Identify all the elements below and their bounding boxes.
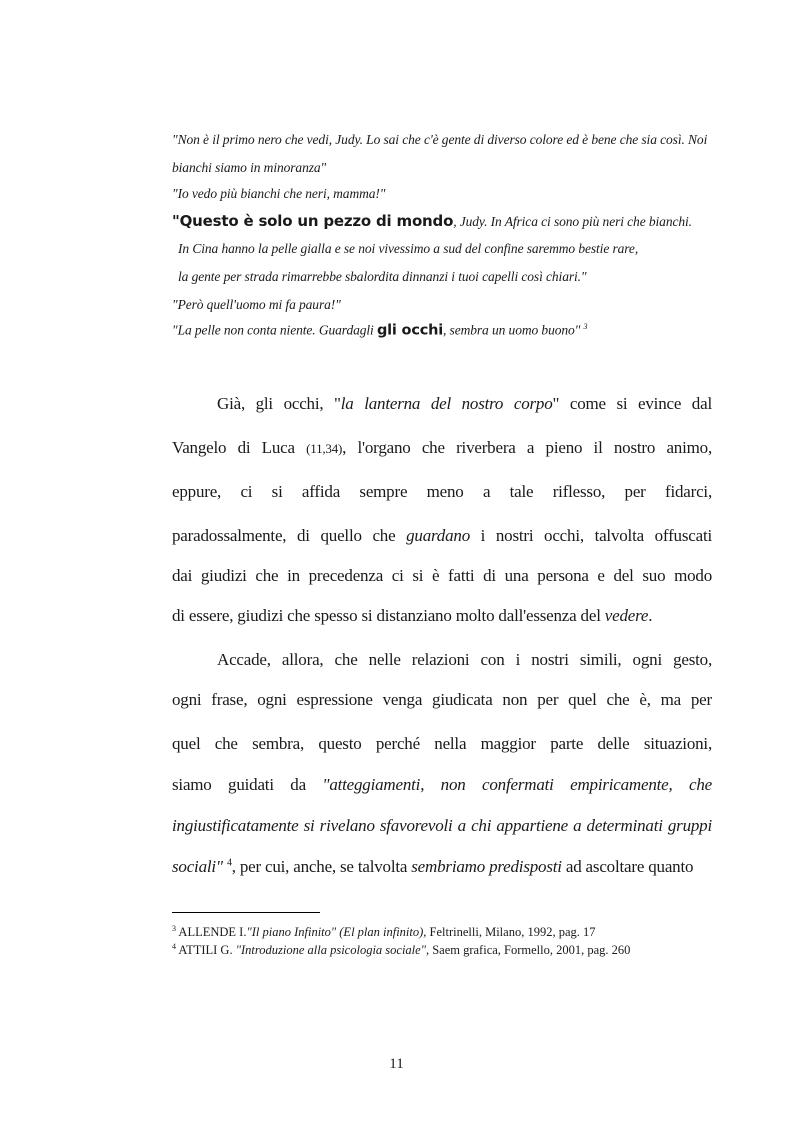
footnote-3 [172, 924, 596, 940]
paragraph-2-line-6 [172, 857, 712, 877]
footnote-number: 4 [172, 942, 176, 951]
paragraph-1-line-6 [172, 606, 712, 626]
paragraph-1-line-4 [172, 526, 712, 546]
text-run: Vangelo di Luca [172, 438, 307, 457]
text-run: Feltrinelli, Milano, 1992, pag. 17 [426, 925, 596, 940]
italic-run: "Il piano Infinito" (El plan infinito), [246, 925, 427, 940]
paragraph-1-line-1 [217, 394, 712, 414]
text-run: Già, gli occhi, " [217, 394, 341, 413]
italic-run: sociali" [172, 857, 223, 876]
quote-emphasis-eyes: gli occhi [376, 322, 443, 339]
footnote-separator [172, 912, 320, 913]
text-run: ad ascoltare quanto [561, 857, 694, 876]
text-run: . [648, 606, 653, 625]
quote-line-6: la gente per strada rimarrebbe sbalordita dinnanzi i tuoi capelli così chiari." [178, 269, 587, 284]
quote-emphasis: "Questo è solo un pezzo di mondo [172, 212, 454, 230]
text-run: siamo guidati da [172, 775, 323, 794]
quote-line-2: bianchi siamo in minoranza" [172, 160, 327, 175]
italic-run: "Introduzione alla psicologia sociale", [235, 943, 430, 958]
page-number: 11 [389, 1056, 404, 1072]
paragraph-2-line-3: quel che sembra, questo perché nella maggior parte delle situazioni, [172, 734, 712, 753]
text-run: di essere, giudizi che spesso si distanziano molto dall'essenza del [172, 606, 605, 625]
quote-line-1: "Non è il primo nero che vedi, Judy. Lo sai che c'è gente di diverso colore ed è bene che sia così. Noi [172, 132, 708, 147]
italic-run: ingiustificatamente si rivelano sfavorevoli a chi appartiene a determinati gruppi [172, 816, 712, 835]
italic-run: "atteggiamenti, non confermati empiricamente, che [322, 775, 712, 794]
paragraph-2-line-5 [172, 816, 712, 836]
text-run: paradossalmente, di quello che [172, 526, 407, 545]
paragraph-2-line-1: Accade, allora, che nelle relazioni con i nostri simili, ogni gesto, [217, 650, 712, 669]
paragraph-1-line-2 [172, 438, 712, 458]
footnote-ref-3: 3 [583, 322, 588, 331]
italic-run: vedere [604, 606, 649, 625]
paragraph-1-line-5: dai giudizi che in precedenza ci si è fatti di una persona e del suo modo [172, 566, 712, 585]
text-run: Saem grafica, Formello, 2001, pag. 260 [429, 943, 631, 958]
footnote-4 [172, 942, 630, 958]
italic-run: la lanterna del nostro corpo [340, 394, 553, 413]
italic-run: guardano [406, 526, 470, 545]
paragraph-1-line-3: eppure, ci si affida sempre meno a tale riflesso, per fidarci, [172, 482, 712, 501]
quote-line-8-end: , sembra un uomo buono" [443, 322, 581, 338]
footnote-ref-4: 4 [226, 857, 232, 869]
quote-line-3: "Io vedo più bianchi che neri, mamma!" [172, 186, 386, 201]
text-run: ALLENDE I. [176, 925, 247, 940]
paragraph-2-line-4 [172, 775, 712, 795]
quote-line-4 [172, 212, 692, 230]
text-run: , per cui, anche, se talvolta [231, 857, 412, 876]
quote-line-5: In Cina hanno la pelle gialla e se noi vivessimo a sud del confine saremmo bestie rare, [178, 241, 639, 256]
quote-line-4-rest: , Judy. In Africa ci sono più neri che bianchi. [453, 214, 692, 229]
text-run: , l'organo che riverbera a pieno il nostro animo, [342, 438, 712, 457]
quote-line-7: "Però quell'uomo mi fa paura!" [172, 297, 341, 312]
text-run: ATTILI G. [176, 943, 236, 958]
citation-run: (11,34) [306, 441, 343, 456]
text-run: i nostri occhi, talvolta offuscati [470, 526, 712, 545]
quote-line-8 [172, 322, 587, 339]
footnote-number: 3 [172, 924, 176, 933]
italic-run: sembriamo predisposti [411, 857, 562, 876]
quote-line-8-start: "La pelle non conta niente. Guardagli [172, 322, 377, 338]
paragraph-2-line-2: ogni frase, ogni espressione venga giudicata non per quel che è, ma per [172, 690, 712, 709]
text-run: " come si evince dal [552, 394, 712, 413]
